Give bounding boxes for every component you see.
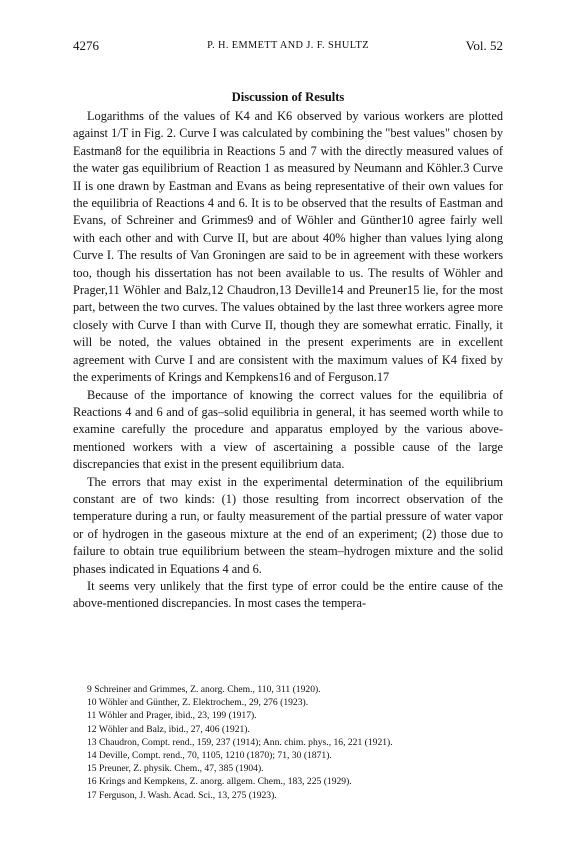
paragraph: Because of the importance of knowing the correct values for the equilibria of Reactions 4 and 6 and of gas–solid equilibria in general, it has seemed worth while to examine carefully the procedure and apparatus employed by the various above-mentioned workers with a view of ascertaining a possible cause of the large discrepancies that exist in the present equilibrium data. [73,387,503,472]
footnote: 15 Preuner, Z. physik. Chem., 47, 385 (1904). [87,763,264,775]
running-header [73,38,503,54]
footnote: 14 Deville, Compt. rend., 70, 1105, 1210 (1870); 71, 30 (1871). [87,750,332,762]
paragraph: It seems very unlikely that the first type of error could be the entire cause of the above-mentioned discrepancies. In most cases the tempera- [73,578,503,611]
footnotes [73,683,503,802]
footnote: 9 Schreiner and Grimmes, Z. anorg. Chem., 110, 311 (1920). [87,684,321,695]
paragraph: Logarithms of the values of K4 and K6 observed by various workers are plotted against 1/T in Fig. 2. Curve I was calculated by combining the "best values" chosen by Eastman8 for the equilibria in Reactions 5 and 7 with the directly measured values of the water gas equilibrium of Reaction 1 as measured by Neumann and Köhler.3 Curve II is one drawn by Eastman and Evans as being representative of their own values for the equilibria of Reactions 4 and 6. It is to be observed that the results of Eastman and Evans, of Schreiner and Grimmes9 and of Wöhler and Günther10 agree fairly well with each other and with Curve II, but are about 40% higher than values lying along Curve I. The results of Van Groningen are said to be in agreement with these workers too, though his dissertation has not been available to us. The results of Wöhler and Prager,11 Wöhler and Balz,12 Chaudron,13 Deville14 and Preuner15 lie, for the most part, between the two curves. The values obtained by the last three workers agree more closely with Curve I than with Curve II, though they are somewhat erratic. Finally, it will be noted, the values obtained in the present experiments are in excellent agreement with Curve I and are consistent with the maximum values of K4 fixed by the experiments of Krings and Kempkens16 and of Ferguson.17 [73,109,503,385]
section-title: Discussion of Results [231,90,345,104]
volume-label: Vol. 52 [465,38,503,53]
footnote: 17 Ferguson, J. Wash. Acad. Sci., 13, 275 (1923). [87,789,277,801]
paragraph: The errors that may exist in the experimental determination of the equilibrium constant are of two kinds: (1) those resulting from incorrect observation of the temperature during a run, or faulty measurement of the partial pressure of water vapor or of hydrogen in the gaseous mixture at the end of an experiment; (2) those due to failure to obtain true equilibrium between the steam–hydrogen mixture and the solid phases indicated in Equations 4 and 6. [73,474,503,576]
footnote: 13 Chaudron, Compt. rend., 159, 237 (1914); Ann. chim. phys., 16, 221 (1921). [87,736,393,748]
body-text [73,108,503,613]
running-head-authors: P. H. EMMETT AND J. F. SHULTZ [207,40,369,51]
page-number: 4276 [73,38,99,53]
footnote: 11 Wöhler and Prager, ibid., 23, 199 (1917). [87,710,257,722]
footnote: 16 Krings and Kempkens, Z. anorg. allgem. Chem., 183, 225 (1929). [87,776,352,788]
footnote: 10 Wöhler and Günther, Z. Elektrochem., 29, 276 (1923). [87,697,309,709]
footnote: 12 Wöhler and Balz, ibid., 27, 406 (1921). [87,723,250,735]
